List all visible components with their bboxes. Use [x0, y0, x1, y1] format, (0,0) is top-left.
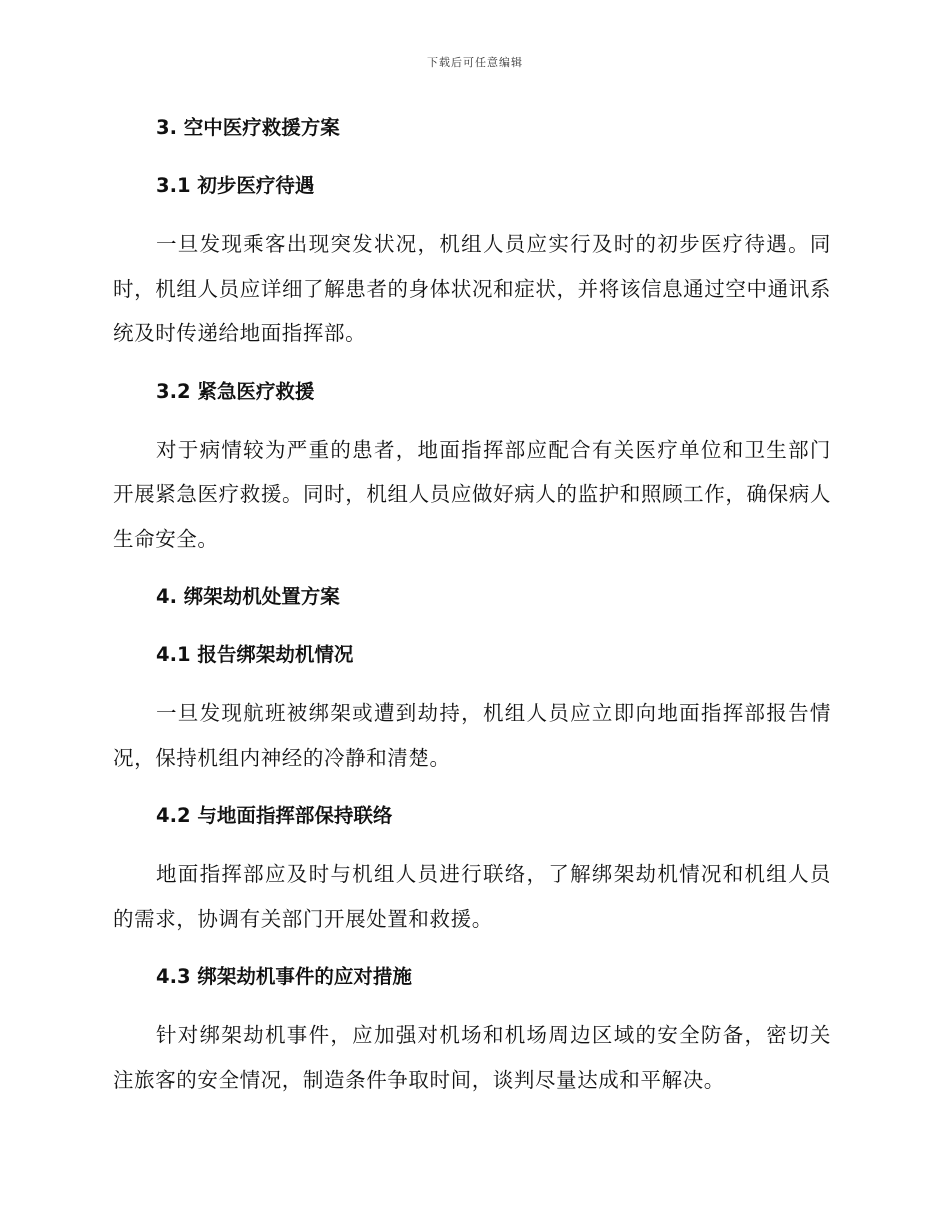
section-heading-3: 3. 空中医疗救援方案 — [156, 116, 340, 139]
section-heading-4: 4. 绑架劫机处置方案 — [156, 585, 340, 608]
paragraph-4-2: 地面指挥部应及时与机组人员进行联络，了解绑架劫机情况和机组人员的需求，协调有关部门开展处置和救援。 — [113, 862, 831, 931]
paragraph-4-3: 针对绑架劫机事件，应加强对机场和机场周边区域的安全防备，密切关注旅客的安全情况，制造条件争取时间，谈判尽量达成和平解决。 — [113, 1023, 831, 1092]
subsection-heading-4-1: 4.1 报告绑架劫机情况 — [156, 643, 354, 666]
subsection-heading-3-2: 3.2 紧急医疗救援 — [156, 379, 315, 403]
paragraph-3-2: 对于病情较为严重的患者，地面指挥部应配合有关医疗单位和卫生部门开展紧急医疗救援。同时，机组人员应做好病人的监护和照顾工作，确保病人生命安全。 — [113, 437, 831, 551]
subsection-heading-4-2: 4.2 与地面指挥部保持联络 — [156, 804, 393, 827]
document-body — [113, 110, 831, 1102]
subsection-heading-4-3: 4.3 绑架劫机事件的应对措施 — [156, 965, 412, 988]
header-note: 下载后可任意编辑 — [427, 56, 523, 69]
subsection-heading-3-1: 3.1 初步医疗待遇 — [156, 174, 315, 197]
paragraph-4-1: 一旦发现航班被绑架或遭到劫持，机组人员应立即向地面指挥部报告情况，保持机组内神经的冷静和清楚。 — [113, 701, 831, 770]
paragraph-3-1: 一旦发现乘客出现突发状况，机组人员应实行及时的初步医疗待遇。同时，机组人员应详细了解患者的身体状况和症状，并将该信息通过空中通讯系统及时传递给地面指挥部。 — [113, 232, 831, 345]
